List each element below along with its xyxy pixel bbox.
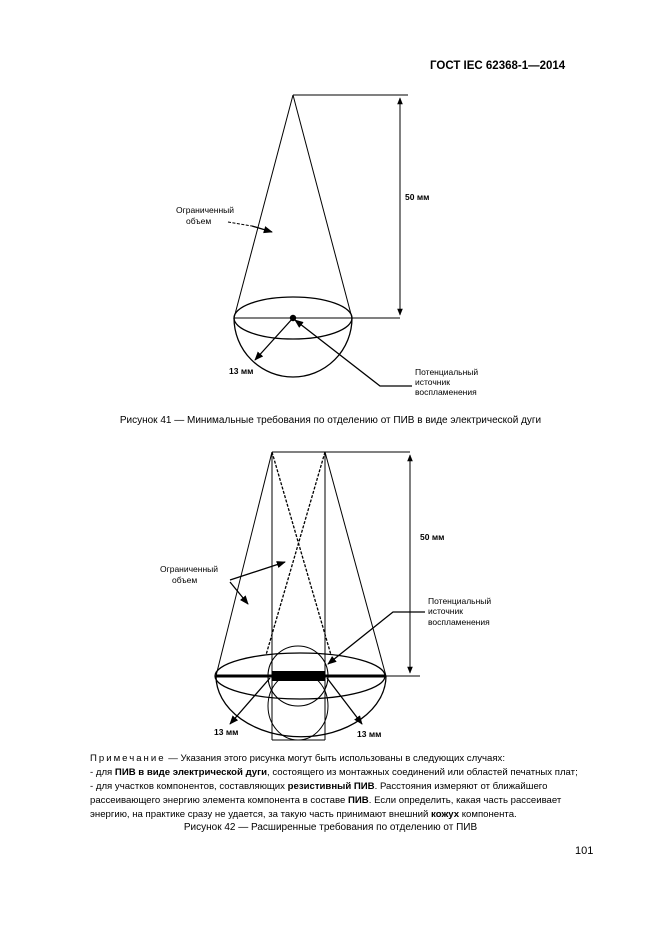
cone-left-edge: [216, 452, 272, 676]
note-item2-prefix: - для участков компонентов, составляющих: [90, 781, 288, 792]
note-item-2: [90, 780, 602, 822]
volume-leader: [252, 226, 272, 232]
note-item-1: [90, 766, 602, 780]
fig42-radius-label-right: 13 мм: [357, 729, 382, 739]
figure-41-caption: Рисунок 41 — Минимальные требования по отделению от ПИВ в виде электрической дуги: [119, 415, 542, 426]
fig41-source-label-1: Потенциальный: [415, 367, 479, 377]
note-item1-bold: ПИВ в виде электрической дуги: [114, 767, 268, 778]
figure-41-shapes: [228, 95, 412, 386]
fig41-source-label-3: воспламенения: [415, 387, 477, 397]
fig42-radius-label-left: 13 мм: [214, 727, 239, 737]
note-title: Примечание: [90, 753, 166, 764]
note-item1-prefix: - для: [90, 767, 115, 778]
fig42-source-label-3: воспламенения: [428, 617, 490, 627]
radius-arrow-left: [230, 678, 270, 724]
fig42-source-label-1: Потенциальный: [428, 596, 492, 606]
fig41-source-label-2: источник: [415, 377, 450, 387]
figure-42-shapes: [215, 452, 425, 740]
radius-arrow-right: [327, 678, 362, 724]
note-item2-bold1: резистивный ПИВ: [287, 781, 375, 792]
cone-right-edge: [293, 95, 352, 318]
note-item2-suffix: компонента.: [459, 809, 517, 820]
note-item2-bold3: кожух: [431, 809, 460, 820]
fig42-volume-label-1: Ограниченный: [160, 564, 219, 574]
fig41-volume-label-1: Ограниченный: [176, 205, 235, 215]
fig42-volume-label-2: объем: [172, 575, 198, 585]
note-block: [90, 752, 602, 822]
document-code: ГОСТ IEC 62368-1—2014: [430, 60, 566, 72]
note-item2-mid2: . Если определить, какая часть рассеивает энергию, на практике сразу не удается, за такую часть принимают внешний: [90, 795, 562, 820]
note-intro-text: — Указания этого рисунка могут быть использованы в следующих случаях:: [165, 753, 505, 764]
page-number: 101: [575, 845, 594, 857]
source-leader: [295, 320, 412, 386]
note-item1-suffix: , состоящего из монтажных соединений или областей печатных плат;: [267, 767, 578, 778]
figure-42-caption: Рисунок 42 — Расширенные требования по отделению от ПИВ: [183, 822, 478, 833]
fig42-source-label-2: источник: [428, 606, 463, 616]
fig42-distance-label: 50 мм: [420, 532, 445, 542]
note-item2-mid1: . Расстояния измеряют от ближайшего рассеивающего энергию элемента компонента в составе: [90, 781, 548, 806]
fig41-radius-label: 13 мм: [229, 366, 254, 376]
fig41-distance-label: 50 мм: [405, 192, 430, 202]
fig41-volume-label-2: объем: [186, 216, 212, 226]
cone-left-edge: [234, 95, 293, 318]
note-intro: [90, 752, 602, 766]
note-item2-bold2: ПИВ: [348, 795, 369, 806]
